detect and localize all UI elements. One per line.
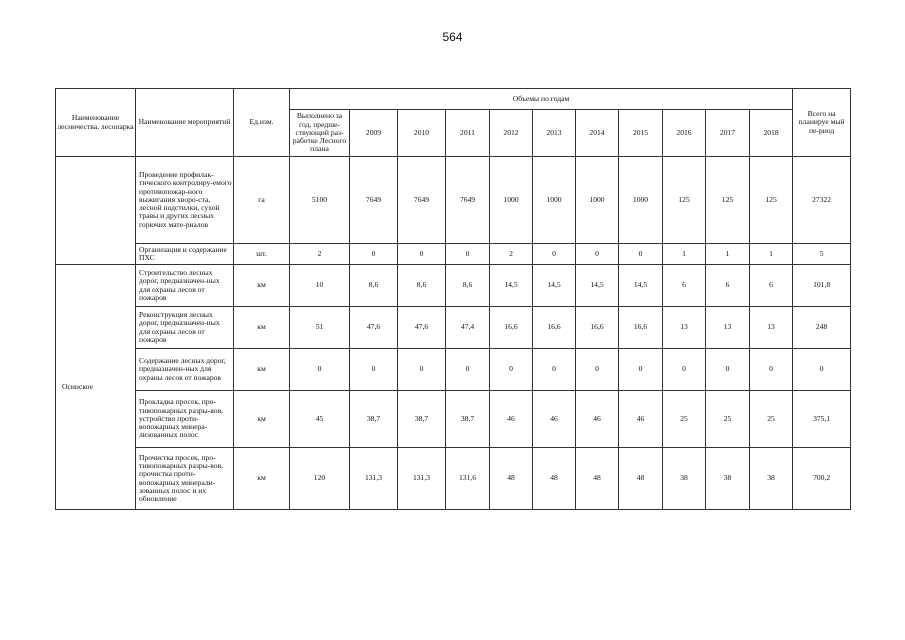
prev-cell: 0 (290, 349, 350, 391)
activity-cell: Реконструкция лесных дорог, предназначен-ных для охраны лесов от пожаров (136, 307, 234, 349)
year-cell: 0 (533, 244, 576, 265)
year-cell: 13 (750, 307, 793, 349)
year-cell: 13 (706, 307, 750, 349)
year-cell: 16,6 (576, 307, 619, 349)
year-cell: 7649 (350, 157, 398, 244)
year-cell: 46 (576, 391, 619, 448)
year-cell: 1000 (533, 157, 576, 244)
total-cell: 101,8 (793, 265, 851, 307)
header-year: 2013 (533, 110, 576, 157)
year-cell: 0 (576, 349, 619, 391)
year-cell: 46 (619, 391, 663, 448)
year-cell: 0 (350, 244, 398, 265)
year-cell: 0 (398, 349, 446, 391)
forestry-name: Осинское (56, 265, 136, 510)
year-cell: 6 (706, 265, 750, 307)
year-cell: 0 (490, 349, 533, 391)
header-year: 2012 (490, 110, 533, 157)
year-cell: 7649 (446, 157, 490, 244)
year-cell: 38,7 (350, 391, 398, 448)
year-cell: 125 (750, 157, 793, 244)
year-cell: 0 (706, 349, 750, 391)
header-year: 2010 (398, 110, 446, 157)
year-cell: 131,6 (446, 448, 490, 510)
year-cell: 38,7 (398, 391, 446, 448)
year-cell: 38 (750, 448, 793, 510)
unit-cell: га (234, 157, 290, 244)
year-cell: 47,4 (446, 307, 490, 349)
year-cell: 0 (619, 349, 663, 391)
year-cell: 13 (663, 307, 706, 349)
table-row (56, 349, 851, 391)
year-cell: 131,3 (350, 448, 398, 510)
year-cell: 47,6 (350, 307, 398, 349)
activity-cell: Прокладка просек, про-тивопожарных разры-вов, устройство проти-вопожарных минера-лизованных полос (136, 391, 234, 448)
year-cell: 8,6 (446, 265, 490, 307)
activity-table (55, 88, 851, 510)
year-cell: 0 (446, 244, 490, 265)
unit-cell: км (234, 391, 290, 448)
header-total: Всего на планируе мый пе-риод (793, 89, 851, 157)
year-cell: 48 (490, 448, 533, 510)
table-row (56, 391, 851, 448)
prev-cell: 45 (290, 391, 350, 448)
year-cell: 38 (663, 448, 706, 510)
year-cell: 48 (576, 448, 619, 510)
year-cell: 0 (750, 349, 793, 391)
unit-cell: шт. (234, 244, 290, 265)
year-cell: 1 (663, 244, 706, 265)
table-row (56, 244, 851, 265)
header-year: 2018 (750, 110, 793, 157)
prev-cell: 10 (290, 265, 350, 307)
activity-cell: Организация и содержание ПХС (136, 244, 234, 265)
year-cell: 14,5 (576, 265, 619, 307)
page-number: 564 (442, 30, 463, 44)
activity-cell: Прочистка просек, про-тивопожарных разры-вов, прочистка проти-вопожарных минерали-зованных полос и их обновление (136, 448, 234, 510)
header-year: 2017 (706, 110, 750, 157)
year-cell: 131,3 (398, 448, 446, 510)
year-cell: 46 (533, 391, 576, 448)
year-cell: 38,7 (446, 391, 490, 448)
table-row (56, 448, 851, 510)
year-cell: 8,6 (350, 265, 398, 307)
year-cell: 0 (398, 244, 446, 265)
year-cell: 16,6 (619, 307, 663, 349)
year-cell: 0 (446, 349, 490, 391)
year-cell: 48 (533, 448, 576, 510)
prev-cell: 2 (290, 244, 350, 265)
header-unit: Ед.изм. (234, 89, 290, 157)
header-year: 2011 (446, 110, 490, 157)
table-row (56, 265, 851, 307)
unit-cell: км (234, 265, 290, 307)
year-cell: 48 (619, 448, 663, 510)
year-cell: 0 (350, 349, 398, 391)
total-cell: 248 (793, 307, 851, 349)
year-cell: 1000 (490, 157, 533, 244)
year-cell: 25 (750, 391, 793, 448)
year-cell: 8,6 (398, 265, 446, 307)
header-year: 2014 (576, 110, 619, 157)
year-cell: 14,5 (490, 265, 533, 307)
year-cell: 0 (533, 349, 576, 391)
header-year: 2009 (350, 110, 398, 157)
activity-cell: Содержание лесных дорог, предназначен-ных для охраны лесов от пожаров (136, 349, 234, 391)
header-prev: Выполнено за год, предше-ствующий раз-работке Лесного плана (290, 110, 350, 157)
total-cell: 5 (793, 244, 851, 265)
header-volumes: Объемы по годам (290, 89, 793, 110)
year-cell: 16,6 (490, 307, 533, 349)
total-cell: 700,2 (793, 448, 851, 510)
unit-cell: км (234, 349, 290, 391)
header-year: 2015 (619, 110, 663, 157)
year-cell: 0 (663, 349, 706, 391)
year-cell: 1 (706, 244, 750, 265)
year-cell: 38 (706, 448, 750, 510)
forestry-cell-empty (56, 157, 136, 265)
header-forestry: Наименование лесничества, лесопарка (56, 89, 136, 157)
prev-cell: 5100 (290, 157, 350, 244)
year-cell: 125 (706, 157, 750, 244)
year-cell: 7649 (398, 157, 446, 244)
year-cell: 47,6 (398, 307, 446, 349)
total-cell: 27322 (793, 157, 851, 244)
total-cell: 0 (793, 349, 851, 391)
year-cell: 46 (490, 391, 533, 448)
year-cell: 0 (576, 244, 619, 265)
year-cell: 1000 (576, 157, 619, 244)
year-cell: 14,5 (619, 265, 663, 307)
total-cell: 375,1 (793, 391, 851, 448)
year-cell: 16,6 (533, 307, 576, 349)
year-cell: 25 (706, 391, 750, 448)
year-cell: 0 (619, 244, 663, 265)
year-cell: 14,5 (533, 265, 576, 307)
prev-cell: 51 (290, 307, 350, 349)
year-cell: 1 (750, 244, 793, 265)
unit-cell: км (234, 448, 290, 510)
activity-cell: Проведение профилак-тического контролиру-емого противопожар-ного выжигания хворо-ста, лесной подстилки, сухой травы и других лесных горючих мате-риалов (136, 157, 234, 244)
year-cell: 1000 (619, 157, 663, 244)
year-cell: 25 (663, 391, 706, 448)
header-year: 2016 (663, 110, 706, 157)
prev-cell: 120 (290, 448, 350, 510)
year-cell: 2 (490, 244, 533, 265)
header-activity: Наименование мероприятий (136, 89, 234, 157)
table-row (56, 157, 851, 244)
year-cell: 6 (663, 265, 706, 307)
table-row (56, 307, 851, 349)
unit-cell: км (234, 307, 290, 349)
activity-cell: Строительство лесных дорог, предназначен-ных для охраны лесов от пожаров (136, 265, 234, 307)
year-cell: 6 (750, 265, 793, 307)
year-cell: 125 (663, 157, 706, 244)
